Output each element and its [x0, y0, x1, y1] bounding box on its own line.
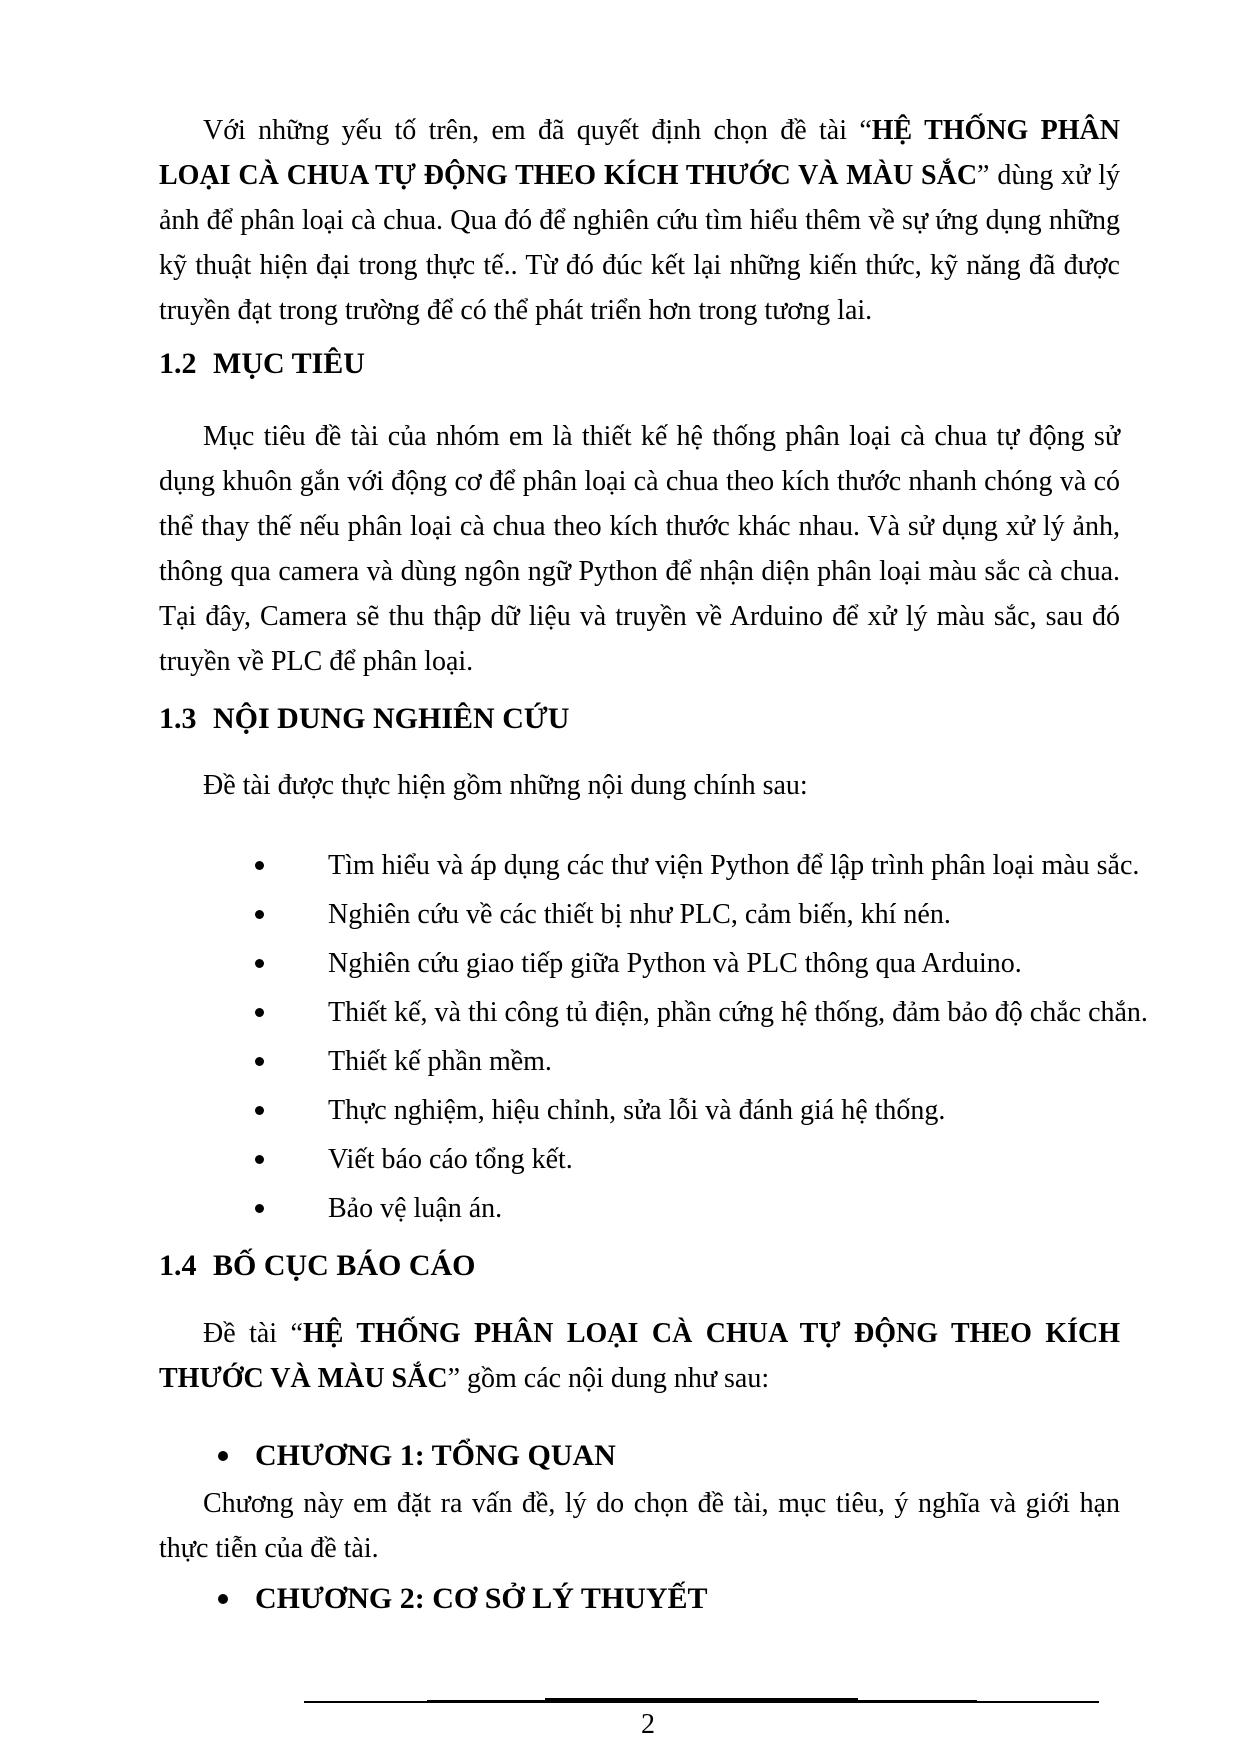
- list-item: [159, 1037, 1120, 1086]
- list-item: [159, 1184, 1120, 1233]
- list-item: [159, 890, 1120, 939]
- chapter-title: CHƯƠNG 1: TỔNG QUAN: [255, 1439, 616, 1472]
- list-item: [159, 841, 1140, 890]
- intro-paragraph: [159, 108, 1120, 333]
- list-item-text: Thiết kế phần mềm.: [328, 1046, 552, 1077]
- bullet-icon: [255, 861, 264, 870]
- thesis-title-bold: HỆ THỐNG PHÂN LOẠI CÀ CHUA TỰ ĐỘNG THEO KÍCH THƯỚC VÀ MÀU SẮC: [159, 1318, 1120, 1394]
- page-number: 2: [641, 1709, 655, 1740]
- bullet-icon: [255, 910, 264, 919]
- intro-text-after: ” dùng xử lý ảnh để phân loại cà chua. Qua đó để nghiên cứu tìm hiểu thêm về sự ứng dụng những kỹ thuật hiện đại trong thực tế.. Từ đó đúc kết lại những kiến thức, kỹ năng đã được truyền đạt trong trường để có thể phát triển hơn trong tương lai.: [159, 160, 1120, 326]
- section-heading-bo-cuc: [159, 1243, 1120, 1288]
- list-item-text: Nghiên cứu về các thiết bị như PLC, cảm biến, khí nén.: [328, 899, 951, 930]
- list-item-text: Viết báo cáo tổng kết.: [328, 1144, 573, 1175]
- bullet-icon: [255, 1008, 264, 1017]
- list-item-text: Nghiên cứu giao tiếp giữa Python và PLC thông qua Arduino.: [328, 948, 1022, 979]
- section-number: 1.2: [159, 347, 197, 380]
- chapter-item-2: [159, 1576, 1179, 1621]
- chapter-1-description: Chương này em đặt ra vấn đề, lý do chọn đề tài, mục tiêu, ý nghĩa và giới hạn thực tiễn của đề tài.: [159, 1488, 1120, 1564]
- list-item-text: Bảo vệ luận án.: [328, 1193, 503, 1224]
- chapter-title: CHƯƠNG 2: CƠ SỞ LÝ THUYẾT: [255, 1582, 708, 1615]
- bo-cuc-paragraph: [159, 1311, 1120, 1401]
- section-title: NỘI DUNG NGHIÊN CỨU: [213, 702, 570, 735]
- section-number: 1.3: [159, 702, 197, 735]
- bullet-icon: [218, 1451, 228, 1461]
- bullet-icon: [218, 1594, 228, 1604]
- list-item-text: Thiết kế, và thi công tủ điện, phần cứng hệ thống, đảm bảo độ chắc chắn.: [328, 997, 1148, 1028]
- noi-dung-intro: Đề tài được thực hiện gồm những nội dung chính sau:: [203, 770, 808, 801]
- list-item: [159, 939, 1120, 988]
- section-number: 1.4: [159, 1249, 197, 1282]
- bullet-icon: [255, 1057, 264, 1066]
- section-title: BỐ CỤC BÁO CÁO: [213, 1249, 476, 1282]
- bullet-icon: [255, 959, 264, 968]
- bo-cuc-text-before: Đề tài “: [203, 1318, 303, 1349]
- bullet-icon: [255, 1155, 264, 1164]
- footer-divider-line-core: [545, 1698, 858, 1703]
- list-item-text: Tìm hiểu và áp dụng các thư viện Python để lập trình phân loại màu sắc.: [328, 850, 1140, 881]
- bullet-icon: [255, 1106, 264, 1115]
- list-item-text: Thực nghiệm, hiệu chỉnh, sửa lỗi và đánh giá hệ thống.: [328, 1095, 946, 1126]
- list-item: [159, 988, 1148, 1037]
- list-item: [159, 1086, 1120, 1135]
- thesis-title-bold: HỆ THỐNG PHÂN LOẠI CÀ CHUA TỰ ĐỘNG THEO KÍCH THƯỚC VÀ MÀU SẮC: [159, 115, 1120, 191]
- chapter-item-1: [159, 1433, 1179, 1478]
- list-item: [159, 1135, 1120, 1184]
- section-title: MỤC TIÊU: [213, 347, 365, 380]
- intro-text-before: Với những yếu tố trên, em đã quyết định chọn đề tài “: [203, 115, 872, 146]
- bullet-icon: [255, 1204, 264, 1213]
- research-content-list: [159, 841, 1148, 1233]
- section-heading-muc-tieu: [159, 341, 1120, 386]
- bo-cuc-text-after: ” gồm các nội dung như sau:: [447, 1363, 770, 1394]
- section-heading-noi-dung: [159, 696, 1120, 741]
- muc-tieu-paragraph: Mục tiêu đề tài của nhóm em là thiết kế hệ thống phân loại cà chua tự động sử dụng khuôn gắn với động cơ để phân loại cà chua theo kích thước nhanh chóng và có thể thay thế nếu phân loại cà chua theo kích thước khác nhau. Và sử dụng xử lý ảnh, thông qua camera và dùng ngôn ngữ Python để nhận diện phân loại màu sắc cà chua. Tại đây, Camera sẽ thu thập dữ liệu và truyền về Arduino để xử lý màu sắc, sau đó truyền về PLC để phân loại.: [159, 421, 1120, 677]
